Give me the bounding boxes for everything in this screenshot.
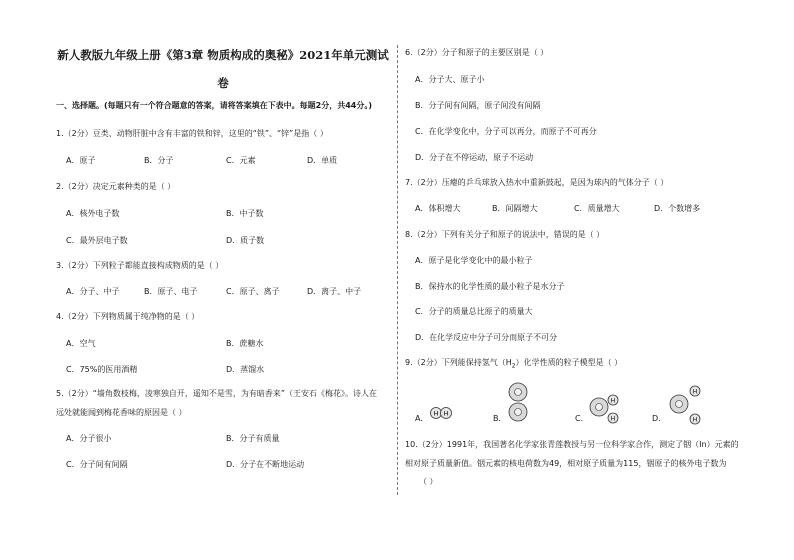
- q7-option-b: B．间隔增大: [492, 204, 538, 213]
- q9-c-atom-2: H: [610, 415, 616, 423]
- question-3-stem: 3.（2分）下列粒子都能直接构成物质的是（ ）: [56, 261, 224, 270]
- q7-option-c: C．质量增大: [574, 204, 620, 213]
- q9-stem-post: ）化学性质的粒子模型是（ ）: [515, 358, 623, 367]
- title-line-2: 卷: [217, 76, 229, 90]
- question-10-line-2: 相对原子质量新值。铟元素的核电荷数为49，相对原子质量为115，铟原子的核外电子数为: [405, 459, 727, 468]
- q8-option-a: A．原子是化学变化中的最小粒子: [415, 256, 533, 265]
- question-10-line-1: 10.（2分）1991年，我国著名化学家张青莲教授与另一位科学家合作，测定了铟（In）元素的: [405, 440, 739, 449]
- question-7-stem: 7.（2分）压瘪的乒乓球放入热水中重新鼓起，是因为球内的气体分子（ ）: [405, 178, 669, 187]
- question-9-stem: [405, 357, 622, 370]
- q1-option-c: C．元素: [226, 156, 256, 165]
- q9-option-b: B．: [493, 414, 507, 423]
- q1-option-a: A．原子: [66, 156, 96, 165]
- q4-option-a: A．空气: [66, 339, 96, 348]
- q9-c-atom-1: H: [610, 397, 616, 405]
- question-10-line-3: （ ）: [419, 477, 438, 486]
- q9-option-c: C．: [575, 414, 589, 423]
- question-2-stem: 2.（2分）决定元素种类的是（ ）: [56, 182, 176, 191]
- q8-option-c: C．分子的质量总比原子的质量大: [415, 307, 533, 316]
- q6-option-b: B．分子间有间隔，原子间没有间隔: [415, 101, 541, 110]
- q4-option-c: C．75%的医用酒精: [66, 365, 138, 374]
- right-column: [405, 0, 745, 560]
- q2-option-d: D．质子数: [226, 236, 265, 245]
- q2-option-c: C．最外层电子数: [66, 236, 128, 245]
- q4-option-b: B．蔗糖水: [226, 339, 264, 348]
- q8-option-b: B．保持水的化学性质的最小粒子是水分子: [415, 282, 565, 291]
- q7-option-d: D．个数增多: [654, 204, 701, 213]
- question-5-stem-line-2: 远处就能闻到梅花香味的原因是（ ）: [56, 408, 187, 417]
- q9-d-atom-1: H: [692, 388, 698, 396]
- q9-stem-subscript: 2: [511, 362, 516, 370]
- q9-a-atom-1: H: [433, 409, 439, 418]
- q9-option-a: A．: [415, 414, 429, 423]
- q1-option-b: B．分子: [144, 156, 174, 165]
- q5-option-c: C．分子间有间隔: [66, 460, 128, 469]
- q9-d-atom-2: H: [692, 416, 698, 424]
- q6-option-a: A．分子大、原子小: [415, 75, 485, 84]
- q9-model-a: [429, 402, 459, 422]
- column-divider: [397, 45, 398, 495]
- title-line-1: 新人教版九年级上册《第3章 物质构成的奥秘》2021年单元测试: [57, 48, 389, 62]
- section-heading: 一、选择题。(每题只有一个符合题意的答案，请将答案填在下表中。每题2分，共44分。): [56, 101, 373, 110]
- q1-option-d: D．单质: [307, 156, 338, 165]
- q3-option-d: D．离子、中子: [307, 287, 362, 296]
- question-1-stem: 1.（2分）豆类、动物肝脏中含有丰富的铁和锌，这里的“铁”、“锌”是指（ ）: [56, 129, 328, 138]
- exam-title: [56, 41, 390, 97]
- question-6-stem: 6.（2分）分子和原子的主要区别是（ ）: [405, 48, 549, 57]
- q2-option-b: B．中子数: [226, 209, 264, 218]
- q5-option-a: A．分子很小: [66, 434, 112, 443]
- q3-option-c: C．原子、离子: [226, 287, 280, 296]
- q5-option-b: B．分子有质量: [226, 434, 280, 443]
- q6-option-d: D．分子在不停运动，原子不运动: [415, 153, 534, 162]
- q7-option-a: A．体积增大: [415, 204, 461, 213]
- q9-model-c: [588, 392, 628, 428]
- q8-option-d: D．在化学反应中分子可分而原子不可分: [415, 333, 558, 342]
- q3-option-a: A．分子、中子: [66, 287, 120, 296]
- q9-model-d: [667, 383, 709, 429]
- q2-option-a: A．核外电子数: [66, 209, 120, 218]
- q9-model-b: [505, 380, 531, 426]
- q9-stem-pre: 9.（2分）下列能保持氢气（H: [405, 358, 512, 367]
- left-column: [56, 0, 390, 560]
- q6-option-c: C．在化学变化中，分子可以再分，而原子不可再分: [415, 127, 597, 136]
- question-4-stem: 4.（2分）下列物质属于纯净物的是（ ）: [56, 312, 200, 321]
- question-5-stem-line-1: 5.（2分）“墙角数枝梅，凌寒独自开，遥知不是雪，为有暗香来”（王安石《梅花》。诗人在: [56, 389, 378, 398]
- q3-option-b: B．原子、电子: [144, 287, 198, 296]
- q5-option-d: D．分子在不断地运动: [226, 460, 305, 469]
- q9-option-d: D．: [652, 414, 667, 423]
- q4-option-d: D．蒸馏水: [226, 365, 265, 374]
- question-8-stem: 8.（2分）下列有关分子和原子的说法中，错误的是（ ）: [405, 230, 605, 239]
- q9-a-atom-2: H: [443, 409, 449, 418]
